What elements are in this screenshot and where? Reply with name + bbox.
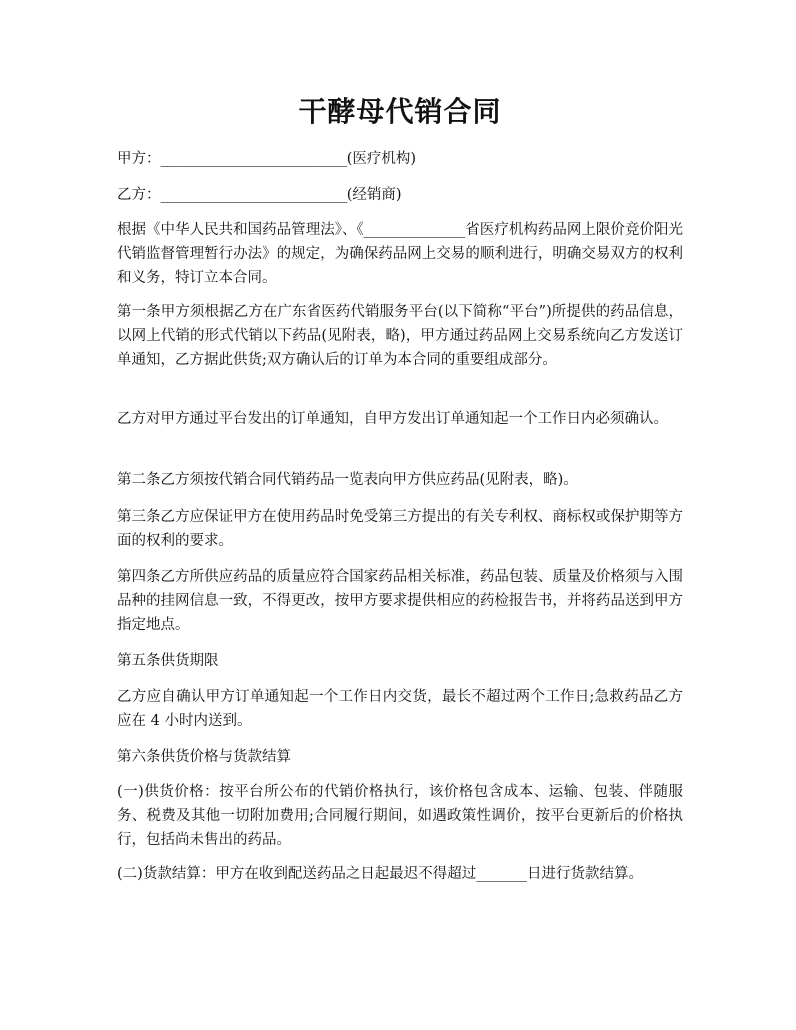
article-2-paragraph: 第二条乙方须按代销合同代销药品一览表向甲方供应药品(见附表，略)。 <box>117 472 578 488</box>
party-a-label: 甲方： <box>117 151 161 167</box>
article-5-heading: 第五条供货期限 <box>117 653 219 669</box>
party-a-blank: ____________________________ <box>160 151 347 167</box>
party-b-label: 乙方： <box>117 187 161 203</box>
document-title: 干酵母代销合同 <box>298 95 502 128</box>
party-b-line <box>117 185 402 205</box>
party-b-suffix: (经销商) <box>346 187 402 203</box>
payment-settlement-paragraph: (二)货款结算：甲方在收到配送药品之日起最迟不得超过_______日进行货款结算。 <box>117 866 644 882</box>
article-5-paragraph: 乙方应自确认甲方订单通知起一个工作日内交货，最长不超过两个工作日;急救药品乙方应在 4 小时内送到。 <box>117 689 683 729</box>
article-1-paragraph: 第一条甲方须根据乙方在广东省医药代销服务平台(以下简称“平台”)所提供的药品信息，以网上代销的形式代销以下药品(见附表，略)，甲方通过药品网上交易系统向乙方发送订单通知，乙方据此供货;双方确认后的订单为本合同的重要组成部分。 <box>117 304 683 368</box>
preamble-paragraph: 根据《中华人民共和国药品管理法》、《______________省医疗机构药品网上限价竞价阳光代销监督管理暂行办法》的规定，为确保药品网上交易的顺利进行，明确交易双方的权利和义务，特订立本合同。 <box>117 222 683 286</box>
party-b-blank: ____________________________ <box>160 187 347 203</box>
party-a-suffix: (医疗机构) <box>346 151 417 167</box>
article-3-paragraph: 第三条乙方应保证甲方在使用药品时免受第三方提出的有关专利权、商标权或保护期等方面的权利的要求。 <box>117 509 683 549</box>
supply-price-paragraph: (一)供货价格：按平台所公布的代销价格执行，该价格包含成本、运输、包装、伴随服务、税费及其他一切附加费用;合同履行期间，如遇政策性调价，按平台更新后的价格执行，包括尚未售出的药品。 <box>117 784 683 848</box>
party-a-line <box>117 149 416 169</box>
article-6-heading: 第六条供货价格与货款结算 <box>117 749 291 765</box>
confirmation-paragraph: 乙方对甲方通过平台发出的订单通知，自甲方发出订单通知起一个工作日内必须确认。 <box>117 411 668 427</box>
article-4-paragraph: 第四条乙方所供应药品的质量应符合国家药品相关标准，药品包装、质量及价格须与入围品种的挂网信息一致，不得更改，按甲方要求提供相应的药检报告书，并将药品送到甲方指定地点。 <box>117 569 683 633</box>
